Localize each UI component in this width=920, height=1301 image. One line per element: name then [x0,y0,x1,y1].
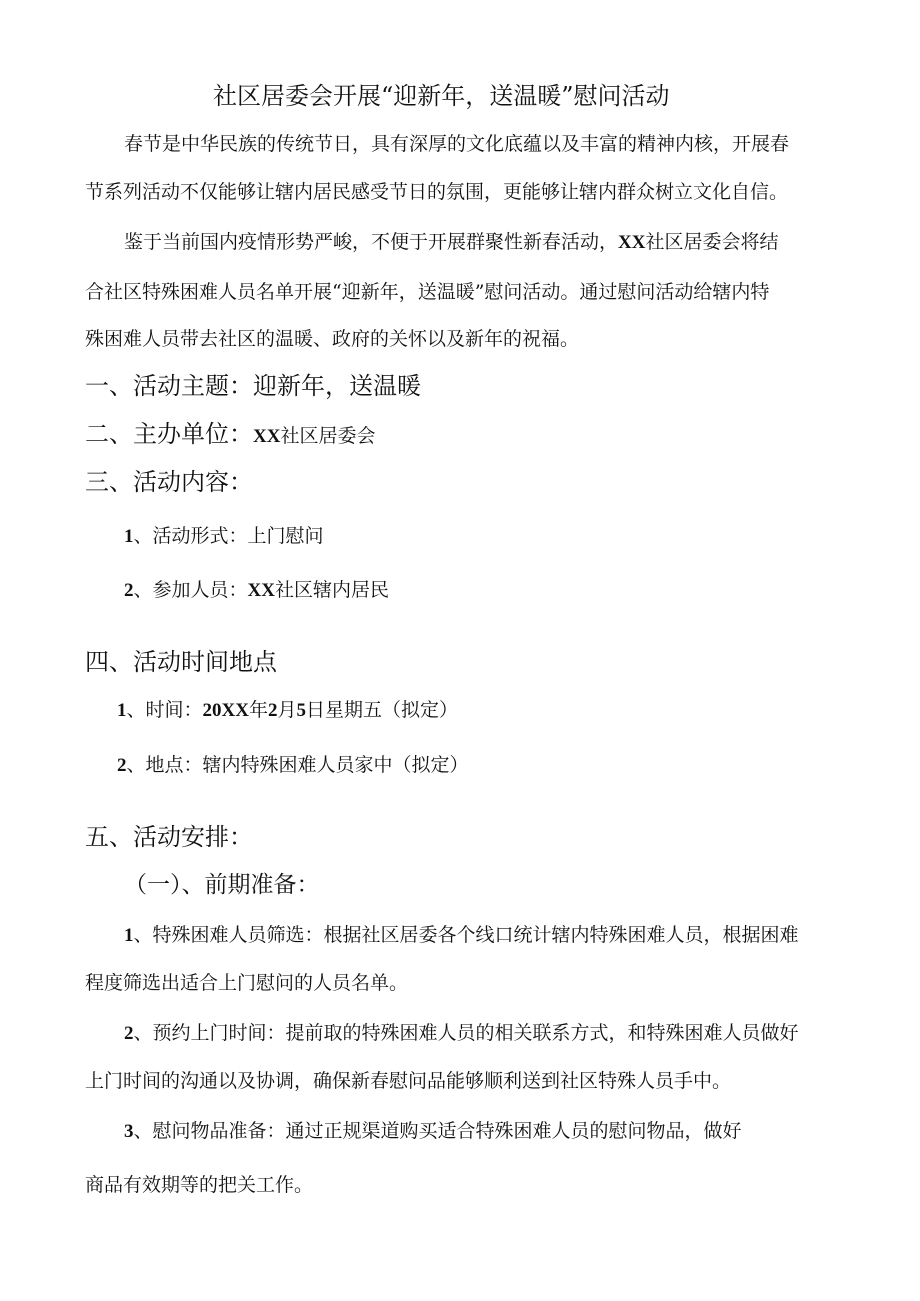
section-5-heading: 五、活动安排： [85,823,253,851]
section-5-item-1-line-2: 程度筛选出适合上门慰问的人员名单。 [85,972,409,994]
intro-paragraph-2-line-3: 殊困难人员带去社区的温暖、政府的关怀以及新年的祝福。 [85,328,580,350]
section-5-item-3-line-2: 商品有效期等的把关工作。 [85,1174,314,1196]
item-text: 、预约上门时间：提前取的特殊困难人员的相关联系方式，和特殊困难人员做好 [133,1022,799,1044]
section-2-heading [85,422,375,446]
item-number: 1 [124,526,134,547]
item-text: 、特殊困难人员筛选：根据社区居委各个线口统计辖内特殊困难人员，根据困难 [133,924,799,946]
section-2-label: 二、主办单位： [85,420,253,448]
item-number: 2 [124,1023,134,1044]
item-text: 、地点：辖内特殊困难人员家中（拟定） [126,754,469,776]
intro-paragraph-2-line-1 [124,233,778,252]
item-text: 日星期五（拟定） [306,699,459,721]
org-placeholder: XX [253,426,281,447]
section-3-heading: 三、活动内容： [85,468,253,496]
section-4-item-2 [117,756,469,775]
item-text: 、活动形式：上门慰问 [133,525,324,547]
intro-paragraph-1-line-1: 春节是中华民族的传统节日，具有深厚的文化底蕴以及丰富的精神内核，开展春 [124,133,790,155]
section-5-item-1-line-1 [124,926,799,945]
intro-paragraph-2-line-2: 合社区特殊困难人员名单开展“迎新年，送温暖”慰问活动。通过慰问活动给辖内特 [85,281,770,303]
org-placeholder: XX [247,580,275,601]
intro-paragraph-1-line-2: 节系列活动不仅能够让辖内居民感受节日的氛围，更能够让辖内群众树立文化自信。 [85,181,789,203]
intro-text: 鉴于当前国内疫情形势严峻，不便于开展群聚性新春活动， [124,231,619,253]
section-5-subheading: （一）、前期准备： [124,872,320,898]
org-placeholder: XX [618,232,646,253]
document-title: 社区居委会开展“迎新年，送温暖”慰问活动 [213,82,670,110]
day-value: 5 [296,700,306,721]
section-4-heading: 四、活动时间地点 [85,648,277,676]
section-3-item-2 [124,581,389,600]
section-5-item-2-line-1 [124,1024,799,1043]
item-number: 1 [117,700,127,721]
month-value: 2 [267,700,278,721]
year-value: 20XX [202,700,249,721]
section-4-item-1 [117,701,458,720]
item-text: 、参加人员： [133,579,248,601]
item-number: 1 [124,925,134,946]
item-text: 、慰问物品准备：通过正规渠道购买适合特殊困难人员的慰问物品，做好 [133,1120,742,1142]
item-text: 年 [248,699,268,721]
item-text: 社区辖内居民 [274,579,389,601]
section-5-item-2-line-2: 上门时间的沟通以及协调，确保新春慰问品能够顺利送到社区特殊人员手中。 [85,1070,732,1092]
section-3-item-1 [124,527,324,546]
section-2-org: 社区居委会 [280,425,376,447]
section-5-item-3-line-1 [124,1122,742,1141]
item-number: 2 [117,755,127,776]
section-1-heading: 一、活动主题：迎新年，送温暖 [85,372,421,400]
item-text: 、时间： [126,699,203,721]
item-number: 3 [124,1121,134,1142]
item-number: 2 [124,580,134,601]
intro-text: 社区居委会将结 [645,231,779,253]
item-text: 月 [277,699,297,721]
